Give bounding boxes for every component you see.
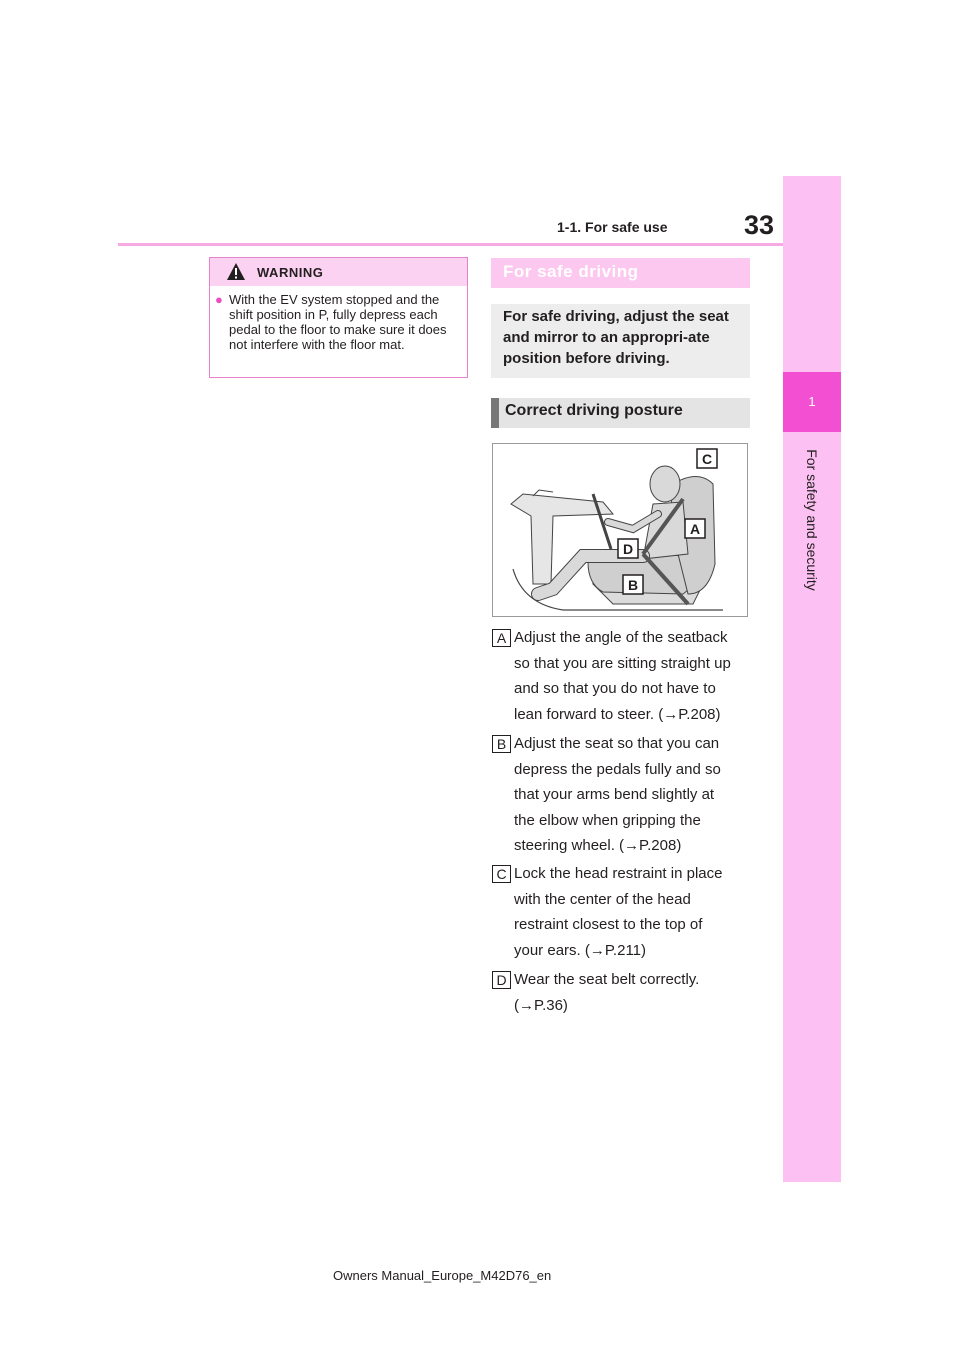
driving-posture-illustration bbox=[492, 443, 748, 617]
item-c-line: with the center of the head bbox=[514, 890, 691, 908]
warning-bullet-icon: ● bbox=[215, 292, 223, 307]
side-tab-chapter-number: 1 bbox=[808, 394, 816, 409]
driving-posture-drawing bbox=[493, 444, 747, 616]
item-marker-c: C bbox=[492, 865, 511, 883]
item-marker-d: D bbox=[492, 971, 511, 989]
illustration-label-b: B bbox=[627, 577, 639, 593]
item-b-line: depress the pedals fully and so bbox=[514, 760, 721, 778]
side-tab-chapter-title: For safety and security bbox=[804, 449, 820, 591]
item-a-text bbox=[514, 625, 754, 727]
intro-text: For safe driving, adjust the seat and mirror to an appropri-ate position before driving. bbox=[503, 308, 729, 367]
item-d-line: Wear the seat belt correctly. bbox=[514, 971, 700, 988]
item-b-line: steering wheel. (→P.208) bbox=[514, 837, 682, 854]
side-tab-band bbox=[783, 176, 841, 1182]
item-b-line: that your arms bend slightly at bbox=[514, 786, 715, 803]
item-d-text bbox=[514, 967, 754, 1018]
item-a-line: and so that you do not have to bbox=[514, 680, 716, 697]
sub-heading-accent bbox=[491, 398, 499, 428]
header-rule bbox=[118, 243, 783, 246]
section-heading: For safe driving bbox=[503, 262, 639, 281]
warning-title: WARNING bbox=[257, 265, 324, 280]
item-c-line: your ears. (→P.211) bbox=[514, 941, 647, 959]
illustration-label-a: A bbox=[689, 521, 701, 537]
warning-text: With the EV system stopped and the shift position in P, fully depress each pedal to the floor to make sure it does not interfere with the floor mat. bbox=[229, 292, 447, 352]
warning-header bbox=[210, 258, 467, 286]
item-b-text bbox=[514, 731, 754, 859]
section-title: 1-1. For safe use bbox=[557, 219, 668, 235]
item-c-text bbox=[514, 861, 754, 963]
sub-heading: Correct driving posture bbox=[505, 402, 683, 419]
item-c-line: Lock the head restraint in place bbox=[514, 865, 723, 882]
item-b-line: Adjust the seat so that you can bbox=[514, 735, 720, 752]
item-a-line: so that you are sitting straight up bbox=[514, 654, 731, 672]
illustration-label-d: D bbox=[622, 541, 634, 557]
item-b-line: the elbow when gripping the bbox=[514, 811, 701, 829]
item-marker-b: B bbox=[492, 735, 511, 753]
page-number: 33 bbox=[744, 210, 775, 240]
item-d-line: (→P.36) bbox=[514, 996, 568, 1014]
warning-triangle-icon bbox=[226, 262, 246, 282]
item-c-line: restraint closest to the top of bbox=[514, 916, 703, 933]
footer-text: Owners Manual_Europe_M42D76_en bbox=[333, 1268, 552, 1283]
illustration-label-c: C bbox=[701, 451, 713, 467]
item-a-line: Adjust the angle of the seatback bbox=[514, 629, 728, 646]
item-a-line: lean forward to steer. (→P.208) bbox=[514, 705, 721, 723]
item-marker-a: A bbox=[492, 629, 511, 647]
